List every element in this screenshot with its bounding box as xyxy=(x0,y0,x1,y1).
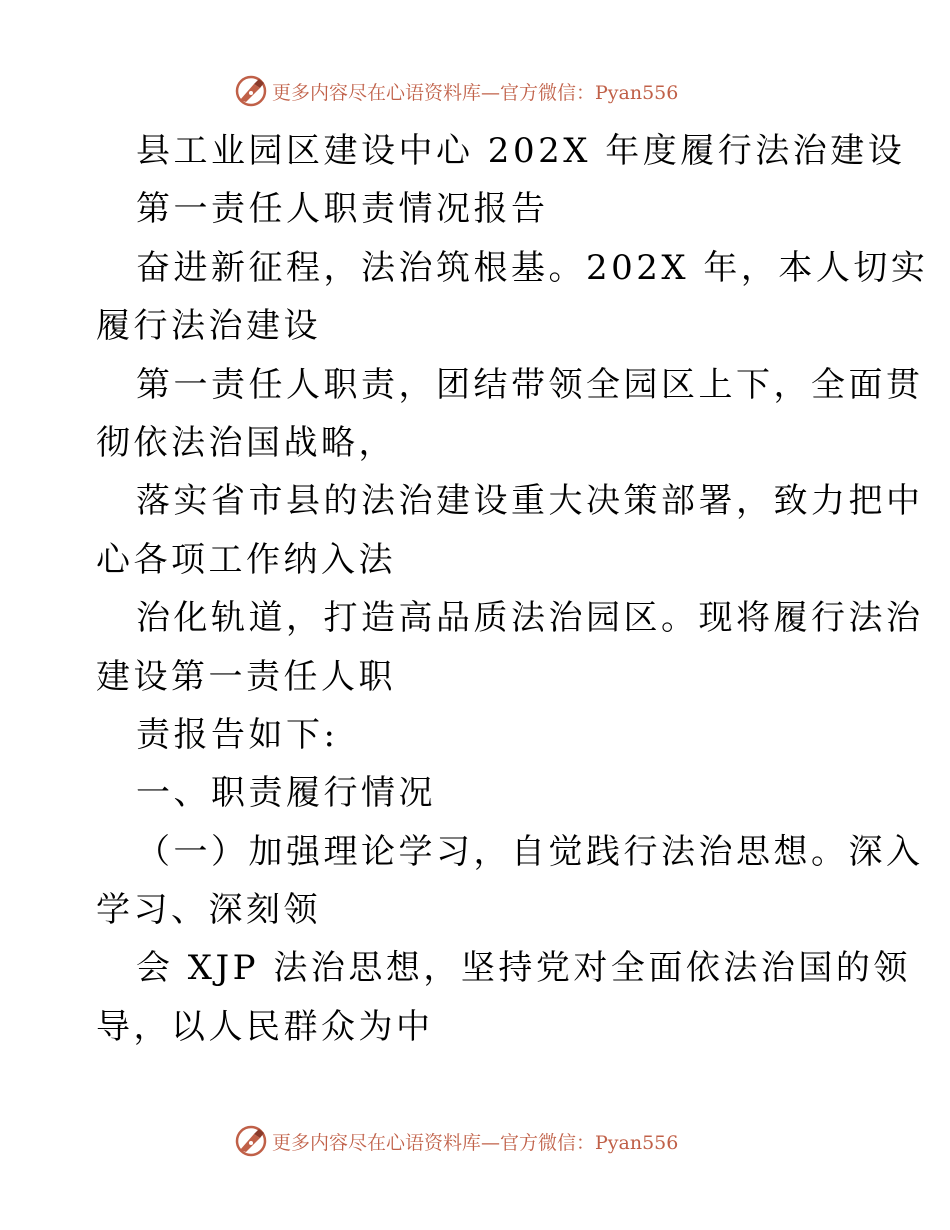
text-line: 县工业园区建设中心 202X 年度履行法治建设 xyxy=(136,131,906,171)
text-line: 会 XJP 法治思想，坚持党对全面依法治国的领 xyxy=(136,948,911,989)
pen-nib-logo-icon xyxy=(234,74,268,108)
watermark-header xyxy=(234,73,678,109)
text-line: 导，以人民群众为中 xyxy=(96,1006,434,1047)
watermark-text: 更多内容尽在心语资料库—官方微信：Pyan556 xyxy=(272,81,679,104)
pen-nib-logo-icon xyxy=(234,1124,268,1158)
text-line: 奋进新征程，法治筑根基。202X 年，本人切实 xyxy=(136,247,929,288)
text-line: 第一责任人职责情况报告 xyxy=(136,189,549,230)
watermark-text: 更多内容尽在心语资料库—官方微信：Pyan556 xyxy=(272,1131,679,1154)
text-line: 彻依法治国战略， xyxy=(96,422,396,463)
text-line: 责报告如下: xyxy=(136,714,339,755)
watermark-footer xyxy=(234,1123,678,1159)
text-line: 心各项工作纳入法 xyxy=(96,539,396,580)
text-line: 第一责任人职责，团结带领全园区上下，全面贯 xyxy=(136,364,924,405)
text-line: 学习、深刻领 xyxy=(96,890,321,931)
document-body xyxy=(96,122,929,1056)
text-line: 治化轨道，打造高品质法治园区。现将履行法治 xyxy=(136,598,924,639)
text-line: （一）加强理论学习，自觉践行法治思想。深入 xyxy=(136,831,924,872)
text-line: 落实省市县的法治建设重大决策部署，致力把中 xyxy=(136,481,924,522)
section-heading: 一、职责履行情况 xyxy=(136,773,436,814)
text-line: 履行法治建设 xyxy=(96,306,321,347)
text-line: 建设第一责任人职 xyxy=(96,656,396,697)
